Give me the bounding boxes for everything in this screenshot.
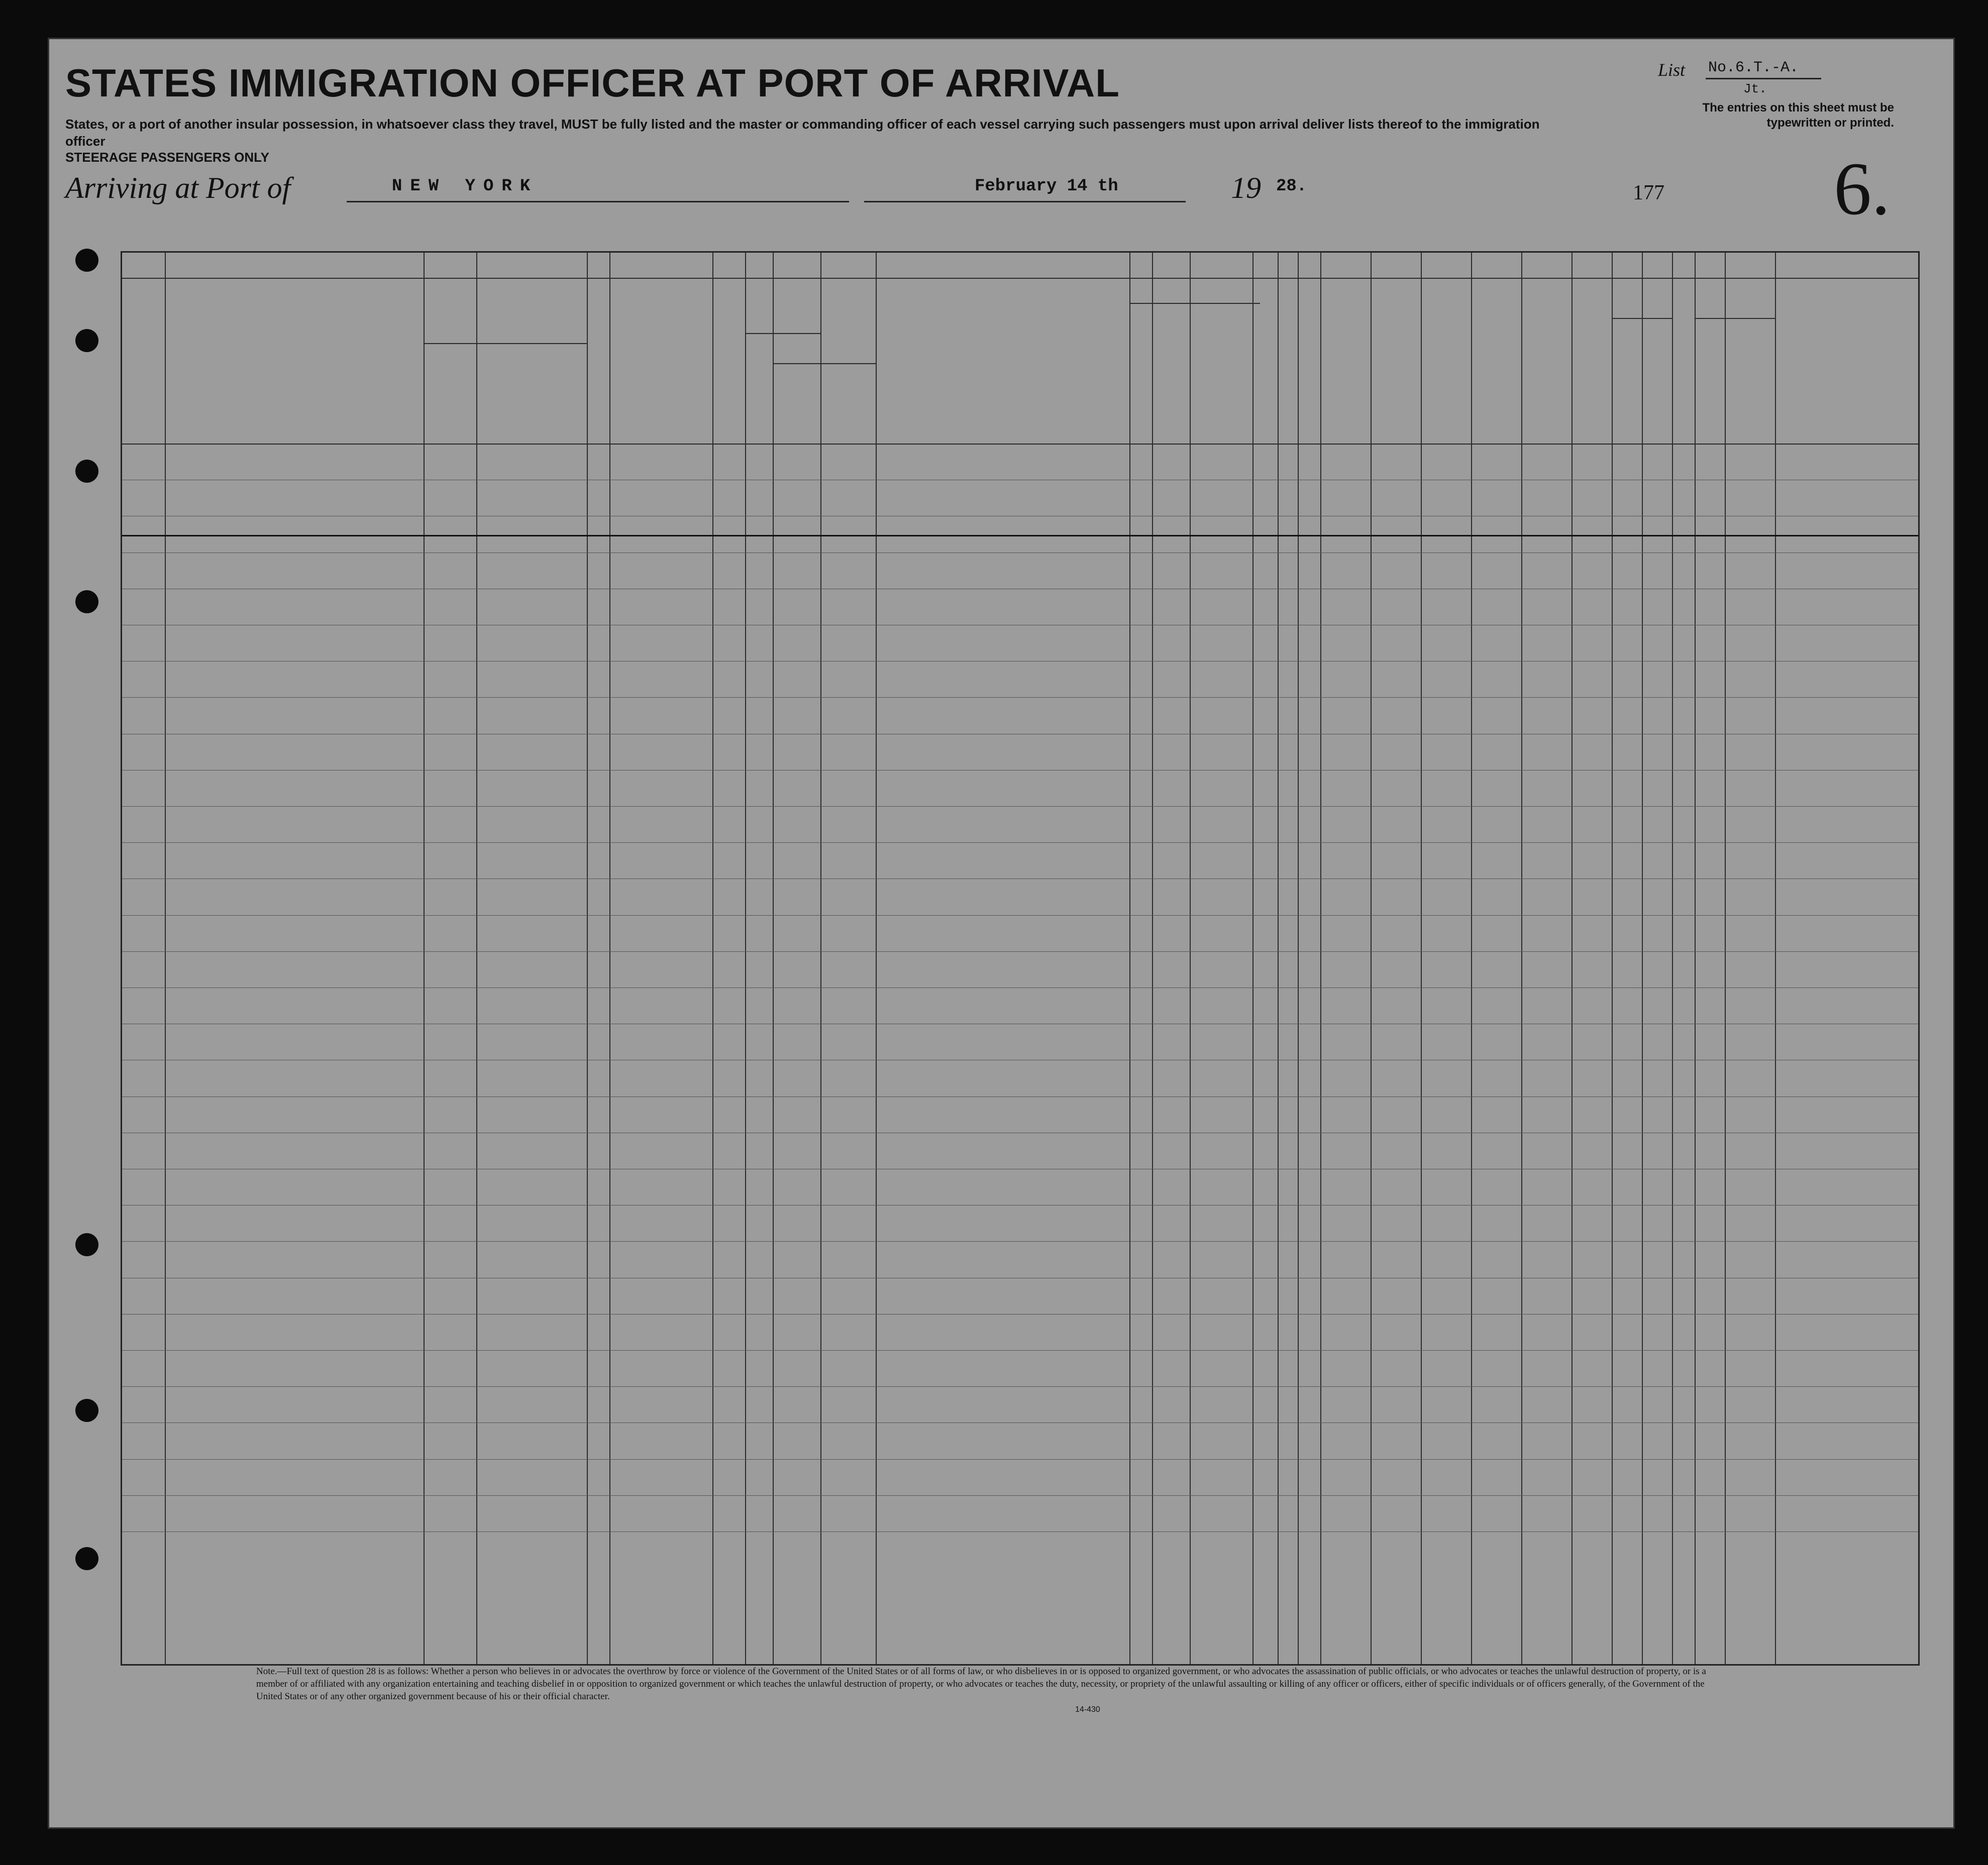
page-number: 177 [1633,181,1664,204]
row-divider [122,1531,1918,1532]
row-divider [122,806,1918,807]
column-divider [1471,253,1472,1664]
row-divider [122,1350,1918,1351]
punch-hole [75,590,98,613]
column-divider [1521,253,1522,1664]
date-underline [864,201,1186,202]
steerage-label: STEERAGE PASSENGERS ONLY [65,150,269,165]
punch-hole [75,460,98,483]
question-28-footnote: Note.—Full text of question 28 is as follows: Whether a person who believes in or advocates the overthrow by force or violence of the Government of the United States or of all forms of law, or who disbelieves in or is opposed to organized government, or who advocates the assassination of public officials, or who advocates or teaches the unlawful destruction of property, or is a member of or affiliated with any organization entertaining and teaching disbelief in or opposition to organized government or which teaches the unlawful destruction of property, or who advocates or teaches the duty, necessity, or propriety of the unlawful assaulting or killing of any officer or officers, either of specific individuals or of officers generally, of the Government of the United States or of any other organized government because of his or their official character. [256,1666,1706,1702]
final-destination-subdivider [424,343,587,344]
column-divider [1152,253,1153,1664]
handwritten-sheet-number: 6. [1834,147,1891,231]
row-divider [122,1459,1918,1460]
column-divider [712,253,713,1664]
column-divider [1371,253,1372,1664]
column-divider [1421,253,1422,1664]
column-divider [165,253,166,1664]
purpose-subdivider [1129,303,1260,304]
column-divider [1725,253,1726,1664]
column-divider [424,253,425,1664]
row-divider [122,770,1918,771]
column-divider [476,253,477,1664]
column-divider [876,253,877,1664]
header-note: States, or a port of another insular possession, in whatsoever class they travel, MUST be fully listed and the master or commanding officer of each vessel carrying such passengers must upon arrival deliver lists thereof to the immigration officer [65,117,1540,149]
entries-note: The entries on this sheet must be typewritten or printed. [1702,101,1894,130]
header-bottom-divider [122,444,1918,445]
column-divider [745,253,746,1664]
row-divider [122,915,1918,916]
port-of-arrival: NEW YORK [392,177,539,196]
punch-hole [75,1233,98,1256]
column-divider [1572,253,1573,1664]
list-number: No.6.T.-A. [1708,59,1799,76]
header-number-row-divider [122,278,1918,279]
column-divider [609,253,610,1664]
column-divider [1642,253,1643,1664]
column-divider [1298,253,1299,1664]
punch-hole [75,1547,98,1570]
row-divider [122,842,1918,843]
row-divider [122,1495,1918,1496]
column-divider [1190,253,1191,1664]
column-divider [773,253,774,1664]
row-divider [122,1386,1918,1387]
row-divider [122,1241,1918,1242]
punch-hole [75,329,98,352]
column-divider [820,253,821,1664]
row-3-strikethrough [122,535,1918,536]
height-subdivider [1612,318,1672,319]
column-divider [1775,253,1776,1664]
row-divider [122,1422,1918,1423]
column-divider [1695,253,1696,1664]
manifest-table [121,251,1920,1666]
before-us-subdivider [745,333,820,334]
arrival-date: February 14 th [975,177,1118,196]
row-divider [122,697,1918,698]
year-prefix: 19 [1231,171,1261,204]
row-divider [122,951,1918,952]
column-divider [1129,253,1130,1664]
port-underline [347,201,849,202]
row-divider [122,661,1918,662]
column-divider [587,253,588,1664]
year-suffix: 28. [1276,177,1307,196]
list-label: List [1658,60,1686,80]
if-yes-subdivider [773,363,876,364]
list-underline [1706,78,1821,79]
column-divider [1612,253,1613,1664]
page-title: STATES IMMIGRATION OFFICER AT PORT OF ARRIVAL [65,61,1120,105]
list-sub: Jt. [1743,81,1767,96]
punch-hole [75,249,98,272]
form-number: 14-430 [1075,1705,1100,1714]
color-subdivider [1695,318,1775,319]
column-divider [1672,253,1673,1664]
column-divider [1320,253,1321,1664]
column-divider [1252,253,1253,1664]
column-divider [1278,253,1279,1664]
punch-hole [75,1399,98,1422]
row-divider [122,1096,1918,1097]
arriving-label: Arriving at Port of [65,171,291,204]
